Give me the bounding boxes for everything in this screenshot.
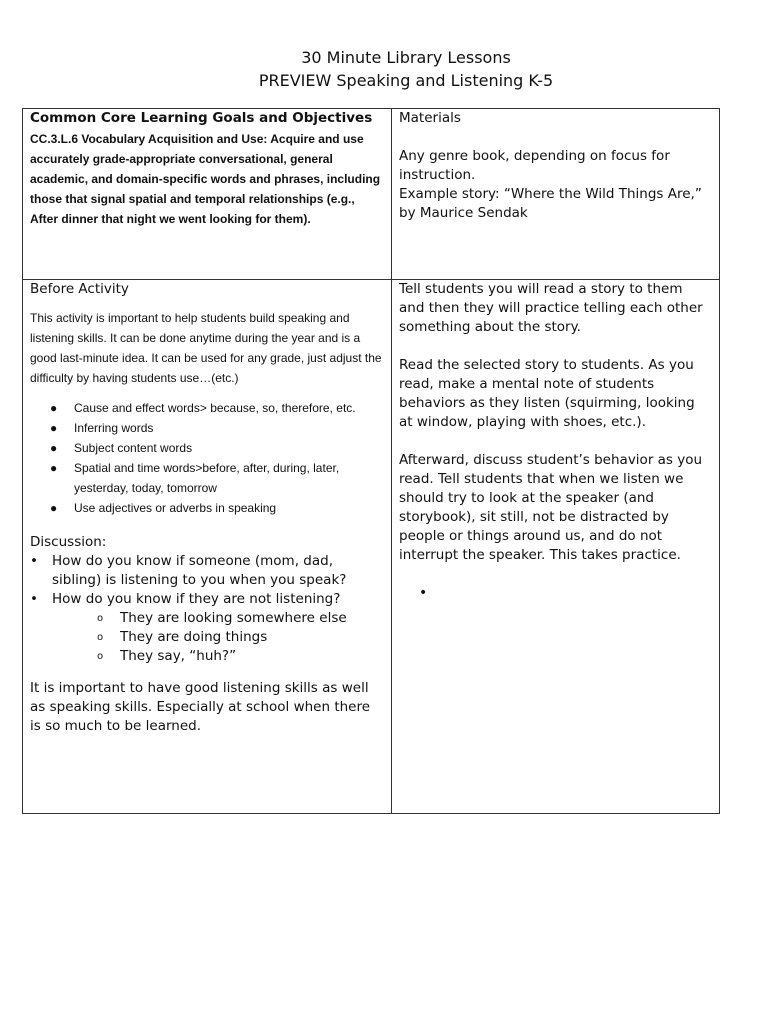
- before-activity-label: Before Activity: [30, 281, 129, 297]
- listening-signs-list: [30, 609, 384, 666]
- table-row-goals: [23, 109, 720, 280]
- circle-bullet-icon: o: [97, 632, 104, 643]
- materials-cell: [392, 109, 720, 280]
- closing-paragraph: It is important to have good listening skills as well as speaking skills. Especially at school when there is so much to be learned.: [30, 680, 371, 734]
- bullet-icon: ●: [50, 401, 58, 415]
- goals-heading: Common Core Learning Goals and Objectives: [30, 110, 373, 126]
- empty-bullet-icon: •: [419, 585, 428, 601]
- list-item: o They say, “huh?”: [97, 648, 237, 664]
- list-item: ● Subject content words: [50, 438, 384, 458]
- list-item: ● Use adjectives or adverbs in speaking: [50, 498, 384, 518]
- before-activity-intro: This activity is important to help students build speaking and listening skills. It can be done anytime during the year and is a good last-minute idea. It can be used for any grade, just adjust the difficulty by having students use…(etc.): [30, 311, 382, 385]
- list-item: • How do you know if someone (mom, dad, sibling) is listening to you when you speak?: [30, 553, 347, 588]
- activity-paragraph-2: Read the selected story to students. As you read, make a mental note of students behaviors as they listen (squirming, looking at window, playing with shoes, etc.).: [399, 357, 695, 430]
- goals-cell: [23, 109, 392, 280]
- list-item: ● Cause and effect words> because, so, therefore, etc.: [50, 398, 384, 418]
- standard-text: CC.3.L.6 Vocabulary Acquisition and Use: Acquire and use accurately grade-appropriate conversational, general academic, and domain-specific words and phrases, including those that signal spatial and temporal relationships (e.g., After dinner that night we went looking for them).: [30, 132, 381, 226]
- discussion-questions: [30, 552, 384, 609]
- list-item: ● Spatial and time words>before, after, during, later, yesterday, today, tomorrow: [50, 458, 384, 498]
- activity-cell: [392, 280, 720, 814]
- list-item: o They are looking somewhere else: [97, 610, 347, 626]
- lesson-table: [22, 108, 720, 814]
- document-title: 30 Minute Library Lessons: [301, 48, 511, 67]
- bullet-icon: ●: [50, 421, 58, 435]
- materials-line-2: Example story: “Where the Wild Things Are,” by Maurice Sendak: [399, 186, 702, 221]
- list-item: • How do you know if they are not listening?: [30, 591, 341, 607]
- bullet-icon: •: [30, 553, 38, 569]
- list-item: ● Inferring words: [50, 418, 384, 438]
- word-types-list: [30, 398, 384, 518]
- bullet-icon: ●: [50, 461, 58, 475]
- circle-bullet-icon: o: [97, 613, 104, 624]
- document-subtitle: PREVIEW Speaking and Listening K-5: [258, 71, 554, 90]
- activity-paragraph-1: Tell students you will read a story to them and then they will practice telling each other something about the story.: [399, 281, 703, 335]
- bullet-icon: ●: [50, 501, 58, 515]
- activity-paragraph-3: Afterward, discuss student’s behavior as you read. Tell students that when we listen we should try to look at the speaker (and storybook), sit still, not be distracted by people or things around us, and do not interrupt the speaker. This takes practice.: [399, 452, 703, 563]
- bullet-icon: •: [30, 591, 38, 607]
- table-row-activity: [23, 280, 720, 814]
- list-item: o They are doing things: [97, 629, 268, 645]
- discussion-label: Discussion:: [30, 534, 107, 550]
- materials-label: Materials: [399, 110, 461, 126]
- bullet-icon: ●: [50, 441, 58, 455]
- materials-line-1: Any genre book, depending on focus for instruction.: [399, 148, 670, 183]
- circle-bullet-icon: o: [97, 651, 104, 662]
- before-activity-cell: [23, 280, 392, 814]
